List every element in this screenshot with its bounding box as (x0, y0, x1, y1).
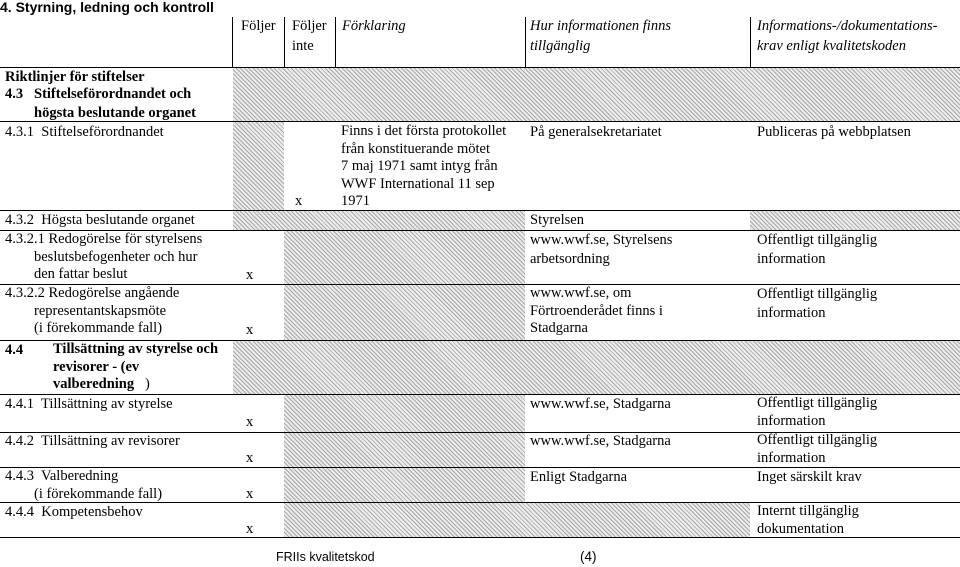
shaded-cell (233, 211, 525, 230)
column-divider (284, 17, 285, 67)
shaded-cell (284, 468, 525, 502)
row-4-4-3-how: Enligt Stadgarna (530, 469, 628, 485)
row-4-4-1-how: www.wwf.se, Stadgarna (530, 396, 671, 412)
shaded-cell (335, 285, 525, 340)
row-4-4-4-label: 4.4.4 Kompetensbehov (5, 504, 143, 520)
row-4-3-1-requirement: Publiceras på webbplatsen (757, 124, 911, 140)
shaded-cell (284, 231, 335, 284)
column-divider (750, 17, 751, 67)
row-4-4-close-paren: ) (145, 376, 150, 392)
section-4-3: 4.3 Stiftelseförordnandet och högsta beslutande organet (5, 86, 196, 121)
section-title: 4. Styrning, ledning och kontroll (0, 0, 214, 15)
column-divider (232, 17, 233, 67)
shaded-cell (233, 68, 960, 121)
row-4-3-1-label: 4.3.1 Stiftelseförordnandet (5, 124, 164, 140)
row-4-4-3-label: 4.4.3 Valberedning (i förekommande fall) (5, 468, 163, 502)
row-4-3-2-1-requirement: Offentligt tillgänglig information (757, 232, 878, 267)
footer-name: FRIIs kvalitetskod (276, 550, 375, 564)
row-4-3-2-1-mark: x (246, 267, 254, 283)
shaded-cell (750, 211, 960, 230)
header-foljer: Följer (241, 18, 276, 34)
shaded-cell (284, 395, 525, 432)
header-krav: Informations-/dokumentations- krav enligt kvalitetskoden (757, 18, 938, 54)
row-4-4-2-requirement: Offentligt tillgänglig information (757, 432, 878, 466)
shaded-cell (335, 231, 525, 284)
row-4-3-2-label: 4.3.2 Högsta beslutande organet (5, 212, 195, 228)
row-4-4-4-requirement: Internt tillgänglig dokumentation (757, 503, 859, 537)
row-4-4-number: 4.4 (5, 342, 24, 358)
row-4-4-1-mark: x (246, 414, 254, 430)
section-riktlinjer: Riktlinjer för stiftelser (5, 69, 145, 85)
row-4-3-2-2-how: www.wwf.se, om Förtroenderådet finns i Stadgarna (530, 285, 663, 336)
row-4-3-2-how: Styrelsen (530, 212, 584, 228)
row-4-3-1-how: På generalsekretariatet (530, 124, 662, 140)
shaded-cell (284, 285, 335, 340)
row-4-4-2-mark: x (246, 450, 254, 466)
row-4-4-3-requirement: Inget särskilt krav (757, 469, 862, 485)
shaded-cell (284, 503, 750, 537)
column-divider (525, 17, 526, 67)
shaded-cell (233, 122, 284, 210)
shaded-cell (233, 341, 960, 394)
row-4-4-1-requirement: Offentligt tillgänglig information (757, 395, 878, 429)
row-4-4-2-label: 4.4.2 Tillsättning av revisorer (5, 433, 180, 449)
footer-page: (4) (580, 549, 597, 564)
header-foljer-inte: Följer inte (292, 18, 327, 54)
row-4-3-2-2-requirement: Offentligt tillgänglig information (757, 286, 878, 321)
header-hur: Hur informationen finns tillgänglig (530, 18, 671, 54)
row-4-3-2-2-mark: x (246, 322, 254, 338)
column-divider (335, 17, 336, 67)
shaded-cell (284, 433, 525, 467)
row-4-3-1-explanation: Finns i det första protokollet från konstituerande mötet 7 maj 1971 samt intyg från WWF International 11 sep 1971 (341, 123, 507, 209)
row-4-4-4-mark: x (246, 521, 254, 537)
row-4-4-2-how: www.wwf.se, Stadgarna (530, 433, 671, 449)
row-4-3-1-mark: x (295, 193, 303, 209)
header-forklaring: Förklaring (342, 18, 406, 34)
row-4-3-2-1-label: 4.3.2.1 Redogörelse för styrelsens beslutsbefogenheter och hur den fattar beslut (5, 231, 203, 282)
row-4-4-label: Tillsättning av styrelse och revisorer - (ev valberedning (53, 341, 219, 392)
row-4-4-3-mark: x (246, 486, 254, 502)
row-4-4-1-label: 4.4.1 Tillsättning av styrelse (5, 396, 173, 412)
row-4-3-2-1-how: www.wwf.se, Styrelsens arbetsordning (530, 232, 673, 267)
row-4-3-2-2-label: 4.3.2.2 Redogörelse angående representantskapsmöte (i förekommande fall) (5, 285, 180, 336)
